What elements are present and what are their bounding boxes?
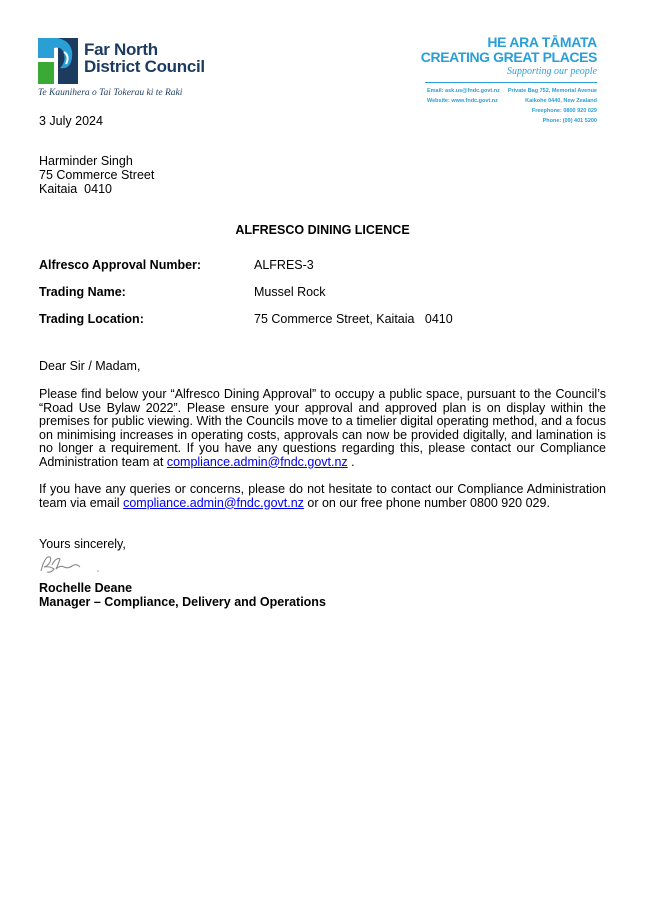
email-line: Email: ask.us@fndc.govt.nz — [427, 88, 500, 94]
trading-location-value: 75 Commerce Street, Kaitaia 0410 — [254, 312, 453, 326]
council-tagline: Te Kaunihera o Tai Tokerau ki te Raki — [38, 88, 183, 98]
para1-end: . — [347, 454, 355, 469]
recipient-name: Harminder Singh — [39, 154, 133, 168]
para2-text: If you have any queries or concerns, please do not hesitate to contact our Compliance Administration team via email — [39, 482, 606, 510]
closing: Yours sincerely, — [39, 537, 126, 551]
recipient-city: Kaitaia 0410 — [39, 182, 112, 196]
body-paragraph-2 — [39, 483, 606, 510]
signatory — [39, 581, 326, 609]
council-name-line2: District Council — [84, 57, 205, 76]
contact-postal — [508, 86, 597, 126]
para1-text: Please find below your “Alfresco Dining Approval” to occupy a public space, pursuant to the Council’s “Road Use Bylaw 2022”. Please ensure your approval and approved plan is on display within the premises for public viewing. With the Councils move to a timelier digital operating method, and a focus on minimising increases in operating costs, approvals can now be provided digitally, and lamination is no longer a requirement. If you have any questions regarding this, please contact our Compliance Administration team at — [39, 387, 606, 469]
approval-number-value: ALFRES-3 — [254, 258, 314, 272]
slogan-block — [397, 35, 597, 77]
signature-image — [38, 553, 108, 577]
recipient-address — [39, 154, 154, 196]
approval-number-label: Alfresco Approval Number: — [39, 258, 202, 272]
phone-line: Phone: (09) 401 5200 — [542, 118, 597, 124]
trading-location-label: Trading Location: — [39, 312, 144, 326]
address-line2: Kaikohe 0440, New Zealand — [525, 98, 597, 104]
compliance-email-link-1[interactable]: compliance.admin@fndc.govt.nz — [166, 454, 348, 469]
trading-name-label: Trading Name: — [39, 285, 126, 299]
salutation: Dear Sir / Madam, — [39, 359, 141, 373]
freephone-line: Freephone: 0800 920 029 — [531, 108, 597, 114]
compliance-email-link-2[interactable]: compliance.admin@fndc.govt.nz — [123, 495, 304, 510]
body-paragraph-1 — [39, 388, 606, 469]
council-logo-icon — [38, 38, 78, 84]
address-line1: Private Bag 752, Memorial Avenue — [507, 88, 597, 94]
slogan-line2: CREATING GREAT PLACES — [420, 49, 597, 65]
slogan-line1: HE ARA TĀMATA — [487, 34, 597, 50]
signatory-name: Rochelle Deane — [39, 581, 133, 595]
letter-title: ALFRESCO DINING LICENCE — [235, 223, 410, 237]
header-divider — [425, 82, 597, 83]
recipient-street: 75 Commerce Street — [39, 168, 155, 182]
contact-online — [427, 86, 500, 106]
slogan-line3: Supporting our people — [507, 66, 597, 77]
council-name-line1: Far North — [84, 40, 158, 59]
trading-name-value: Mussel Rock — [254, 285, 326, 299]
signatory-title: Manager – Compliance, Delivery and Operations — [39, 595, 326, 609]
website-line: Website: www.fndc.govt.nz — [427, 98, 498, 104]
para2-end: or on our free phone number 0800 920 029. — [303, 495, 550, 510]
council-name — [84, 41, 224, 75]
letter-date: 3 July 2024 — [39, 114, 103, 128]
